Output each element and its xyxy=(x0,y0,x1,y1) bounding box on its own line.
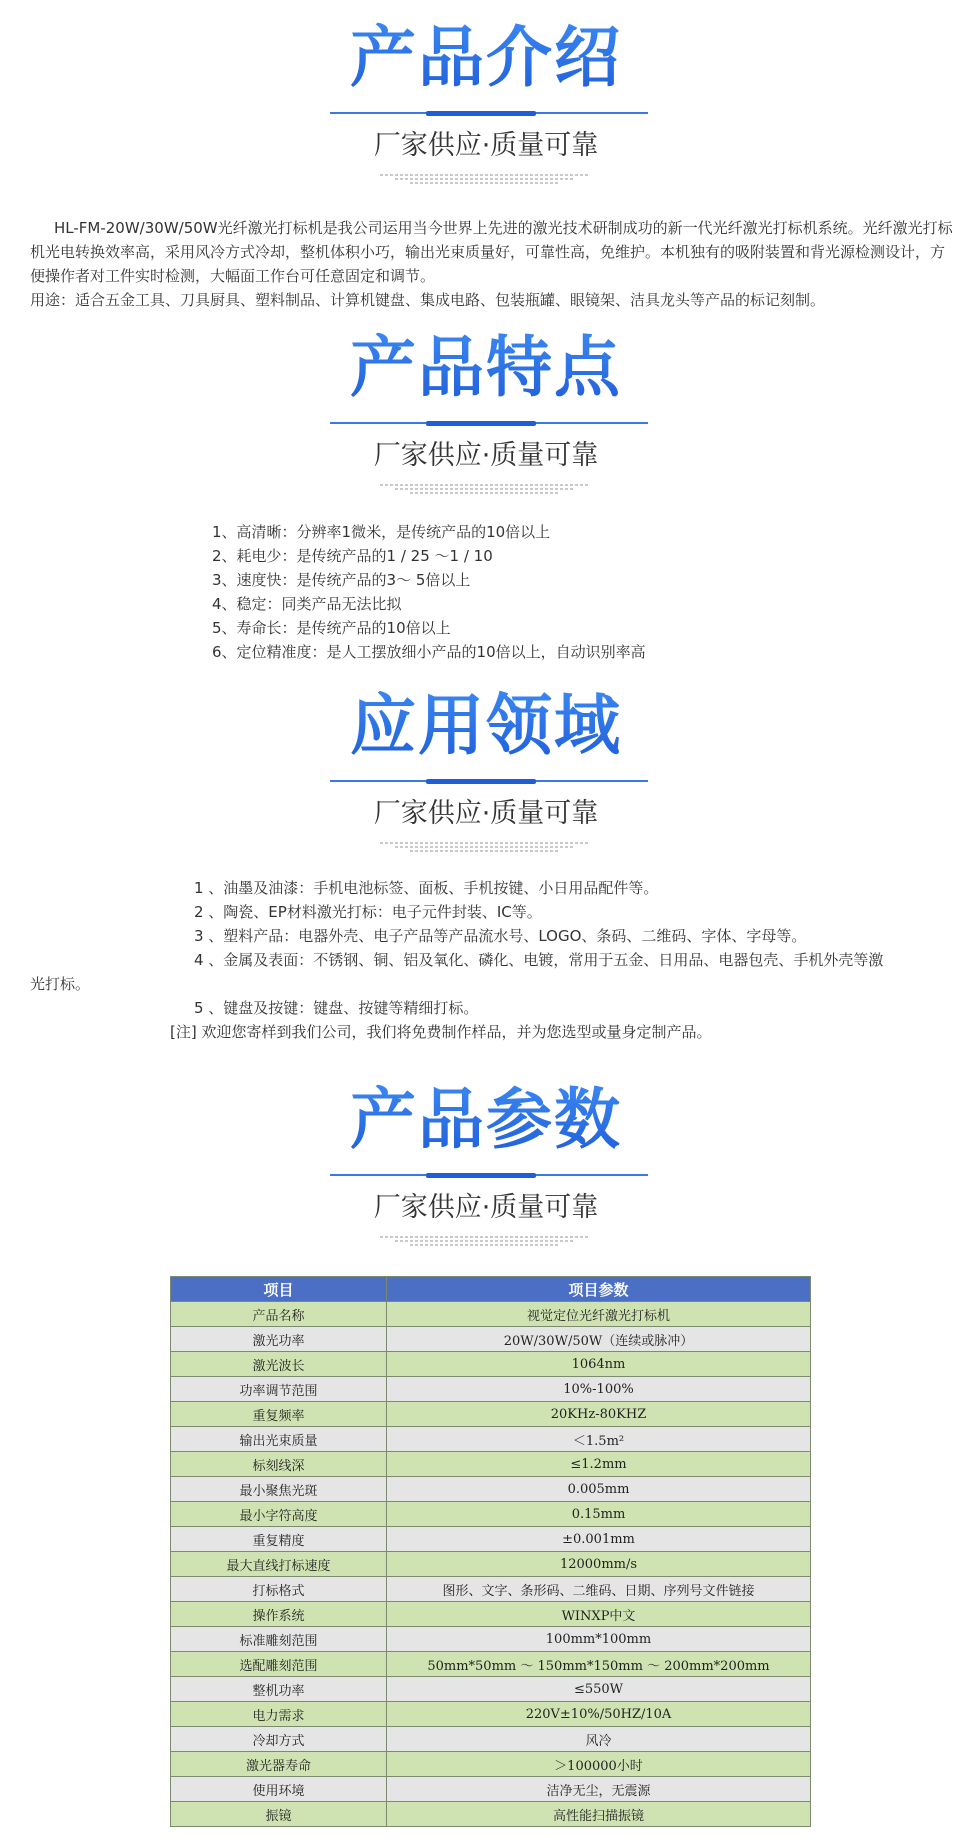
table-row xyxy=(171,1302,811,1327)
list-item: 2、耗电少：是传统产品的1 / 25 ～1 / 10 xyxy=(212,547,493,565)
table-cell-value: 0.15mm xyxy=(387,1502,811,1527)
table-cell-key: 最小字符高度 xyxy=(171,1502,387,1527)
table-row xyxy=(171,1777,811,1802)
spec-table xyxy=(170,1276,811,1827)
title-underline-accent xyxy=(426,421,536,426)
table-cell-value: 视觉定位光纤激光打标机 xyxy=(387,1302,811,1327)
table-cell-value: 20KHz-80KHZ xyxy=(387,1402,811,1427)
table-cell-value: 风冷 xyxy=(387,1727,811,1752)
table-row xyxy=(171,1477,811,1502)
table-cell-key: 最大直线打标速度 xyxy=(171,1552,387,1577)
applications-list xyxy=(30,876,956,1044)
table-cell-key: 重复频率 xyxy=(171,1402,387,1427)
table-cell-key: 电力需求 xyxy=(171,1702,387,1727)
table-cell-value: 高性能扫描振镜 xyxy=(387,1802,811,1827)
list-item: 5、寿命长：是传统产品的10倍以上 xyxy=(212,619,451,637)
list-item: 1 、油墨及油漆：手机电池标签、面板、手机按键、小日用品配件等。 xyxy=(194,879,659,897)
section-title: 产品介绍 xyxy=(0,8,972,108)
intro-paragraph xyxy=(30,216,956,312)
table-cell-key: 振镜 xyxy=(171,1802,387,1827)
table-row xyxy=(171,1377,811,1402)
section-subtitle: 厂家供应·质量可靠 xyxy=(373,798,599,829)
section-title: 产品参数 xyxy=(0,1070,972,1170)
table-row xyxy=(171,1727,811,1752)
decorative-text-lines xyxy=(380,842,590,854)
table-cell-value: 图形、文字、条形码、二维码、日期、序列号文件链接 xyxy=(387,1577,811,1602)
table-cell-value: 50mm*50mm ～ 150mm*150mm ～ 200mm*200mm xyxy=(387,1652,811,1677)
table-cell-key: 激光功率 xyxy=(171,1327,387,1352)
table-row xyxy=(171,1602,811,1627)
list-item: 5 、键盘及按键：键盘、按键等精细打标。 xyxy=(194,999,479,1017)
table-cell-key: 重复精度 xyxy=(171,1527,387,1552)
section-header-features xyxy=(0,318,972,488)
table-cell-value: 10%-100% xyxy=(387,1377,811,1402)
table-row xyxy=(171,1802,811,1827)
section-header-intro xyxy=(0,8,972,178)
table-cell-key: 标准雕刻范围 xyxy=(171,1627,387,1652)
table-cell-value: ±0.001mm xyxy=(387,1527,811,1552)
table-cell-value: 1064nm xyxy=(387,1352,811,1377)
table-row xyxy=(171,1577,811,1602)
table-cell-key: 激光器寿命 xyxy=(171,1752,387,1777)
table-cell-value: 12000mm/s xyxy=(387,1552,811,1577)
list-item: 4、稳定：同类产品无法比拟 xyxy=(212,595,402,613)
table-cell-value: 20W/30W/50W（连续或脉冲） xyxy=(387,1327,811,1352)
table-cell-key: 功率调节范围 xyxy=(171,1377,387,1402)
table-cell-key: 输出光束质量 xyxy=(171,1427,387,1452)
table-header-item: 项目 xyxy=(171,1277,387,1302)
table-cell-key: 冷却方式 xyxy=(171,1727,387,1752)
decorative-text-lines xyxy=(380,484,590,496)
section-title: 应用领域 xyxy=(0,676,972,776)
table-row xyxy=(171,1627,811,1652)
table-cell-value: ≤1.2mm xyxy=(387,1452,811,1477)
table-header-param: 项目参数 xyxy=(387,1277,811,1302)
table-row xyxy=(171,1502,811,1527)
features-list xyxy=(212,520,646,664)
table-row xyxy=(171,1677,811,1702)
table-row xyxy=(171,1427,811,1452)
table-row xyxy=(171,1327,811,1352)
table-cell-key: 操作系统 xyxy=(171,1602,387,1627)
table-cell-key: 整机功率 xyxy=(171,1677,387,1702)
table-cell-value: WINXP中文 xyxy=(387,1602,811,1627)
table-cell-key: 激光波长 xyxy=(171,1352,387,1377)
section-title: 产品特点 xyxy=(0,318,972,418)
table-cell-value: 0.005mm xyxy=(387,1477,811,1502)
list-item: 3、速度快：是传统产品的3～ 5倍以上 xyxy=(212,571,471,589)
list-item: 2 、陶瓷、EP材料激光打标：电子元件封装、IC等。 xyxy=(194,903,542,921)
title-underline-accent xyxy=(426,779,536,784)
table-cell-key: 使用环境 xyxy=(171,1777,387,1802)
section-subtitle: 厂家供应·质量可靠 xyxy=(373,440,599,471)
intro-body: HL-FM-20W/30W/50W光纤激光打标机是我公司运用当今世界上先进的激光技术研制成功的新一代光纤激光打标机系统。光纤激光打标机光电转换效率高，采用风冷方式冷却，整机体积小巧，输出光束质量好，可靠性高，免维护。本机独有的吸附装置和背光源检测设计，方便操作者对工件实时检测，大幅面工作台可任意固定和调节。 xyxy=(30,219,953,285)
section-subtitle: 厂家供应·质量可靠 xyxy=(373,130,599,161)
section-subtitle: 厂家供应·质量可靠 xyxy=(373,1192,599,1223)
decorative-text-lines xyxy=(380,174,590,186)
table-cell-value: ≤550W xyxy=(387,1677,811,1702)
table-cell-value: 洁净无尘，无震源 xyxy=(387,1777,811,1802)
list-item: 4 、金属及表面：不锈钢、铜、铝及氧化、磷化、电镀，常用于五金、日用品、电器包壳、手机外壳等激 xyxy=(194,951,884,969)
intro-usage: 用途：适合五金工具、刀具厨具、塑料制品、计算机键盘、集成电路、包装瓶罐、眼镜架、洁具龙头等产品的标记刻制。 xyxy=(30,291,826,309)
list-item: 光打标。 xyxy=(30,975,91,993)
table-row xyxy=(171,1452,811,1477)
table-row xyxy=(171,1552,811,1577)
table-row xyxy=(171,1652,811,1677)
list-item: 1、高清晰：分辨率1微米，是传统产品的10倍以上 xyxy=(212,523,551,541)
table-cell-value: 220V±10%/50HZ/10A xyxy=(387,1702,811,1727)
section-header-applications xyxy=(0,676,972,846)
note-text: [注] 欢迎您寄样到我们公司，我们将免费制作样品，并为您选型或量身定制产品。 xyxy=(170,1023,712,1041)
decorative-text-lines xyxy=(380,1236,590,1248)
table-cell-value: ＜1.5m² xyxy=(387,1427,811,1452)
list-item: 6、定位精准度：是人工摆放细小产品的10倍以上，自动识别率高 xyxy=(212,643,646,661)
table-row xyxy=(171,1702,811,1727)
table-cell-value: ＞100000小时 xyxy=(387,1752,811,1777)
title-underline-accent xyxy=(426,111,536,116)
table-cell-key: 标刻线深 xyxy=(171,1452,387,1477)
table-header-row xyxy=(171,1277,811,1302)
table-row xyxy=(171,1352,811,1377)
title-underline-accent xyxy=(426,1173,536,1178)
list-item: 3 、塑料产品：电器外壳、电子产品等产品流水号、LOGO、条码、二维码、字体、字母等。 xyxy=(194,927,807,945)
table-cell-key: 打标格式 xyxy=(171,1577,387,1602)
table-row xyxy=(171,1402,811,1427)
table-row xyxy=(171,1527,811,1552)
table-cell-key: 产品名称 xyxy=(171,1302,387,1327)
table-cell-value: 100mm*100mm xyxy=(387,1627,811,1652)
table-row xyxy=(171,1752,811,1777)
section-header-params xyxy=(0,1070,972,1240)
table-cell-key: 选配雕刻范围 xyxy=(171,1652,387,1677)
table-cell-key: 最小聚焦光斑 xyxy=(171,1477,387,1502)
